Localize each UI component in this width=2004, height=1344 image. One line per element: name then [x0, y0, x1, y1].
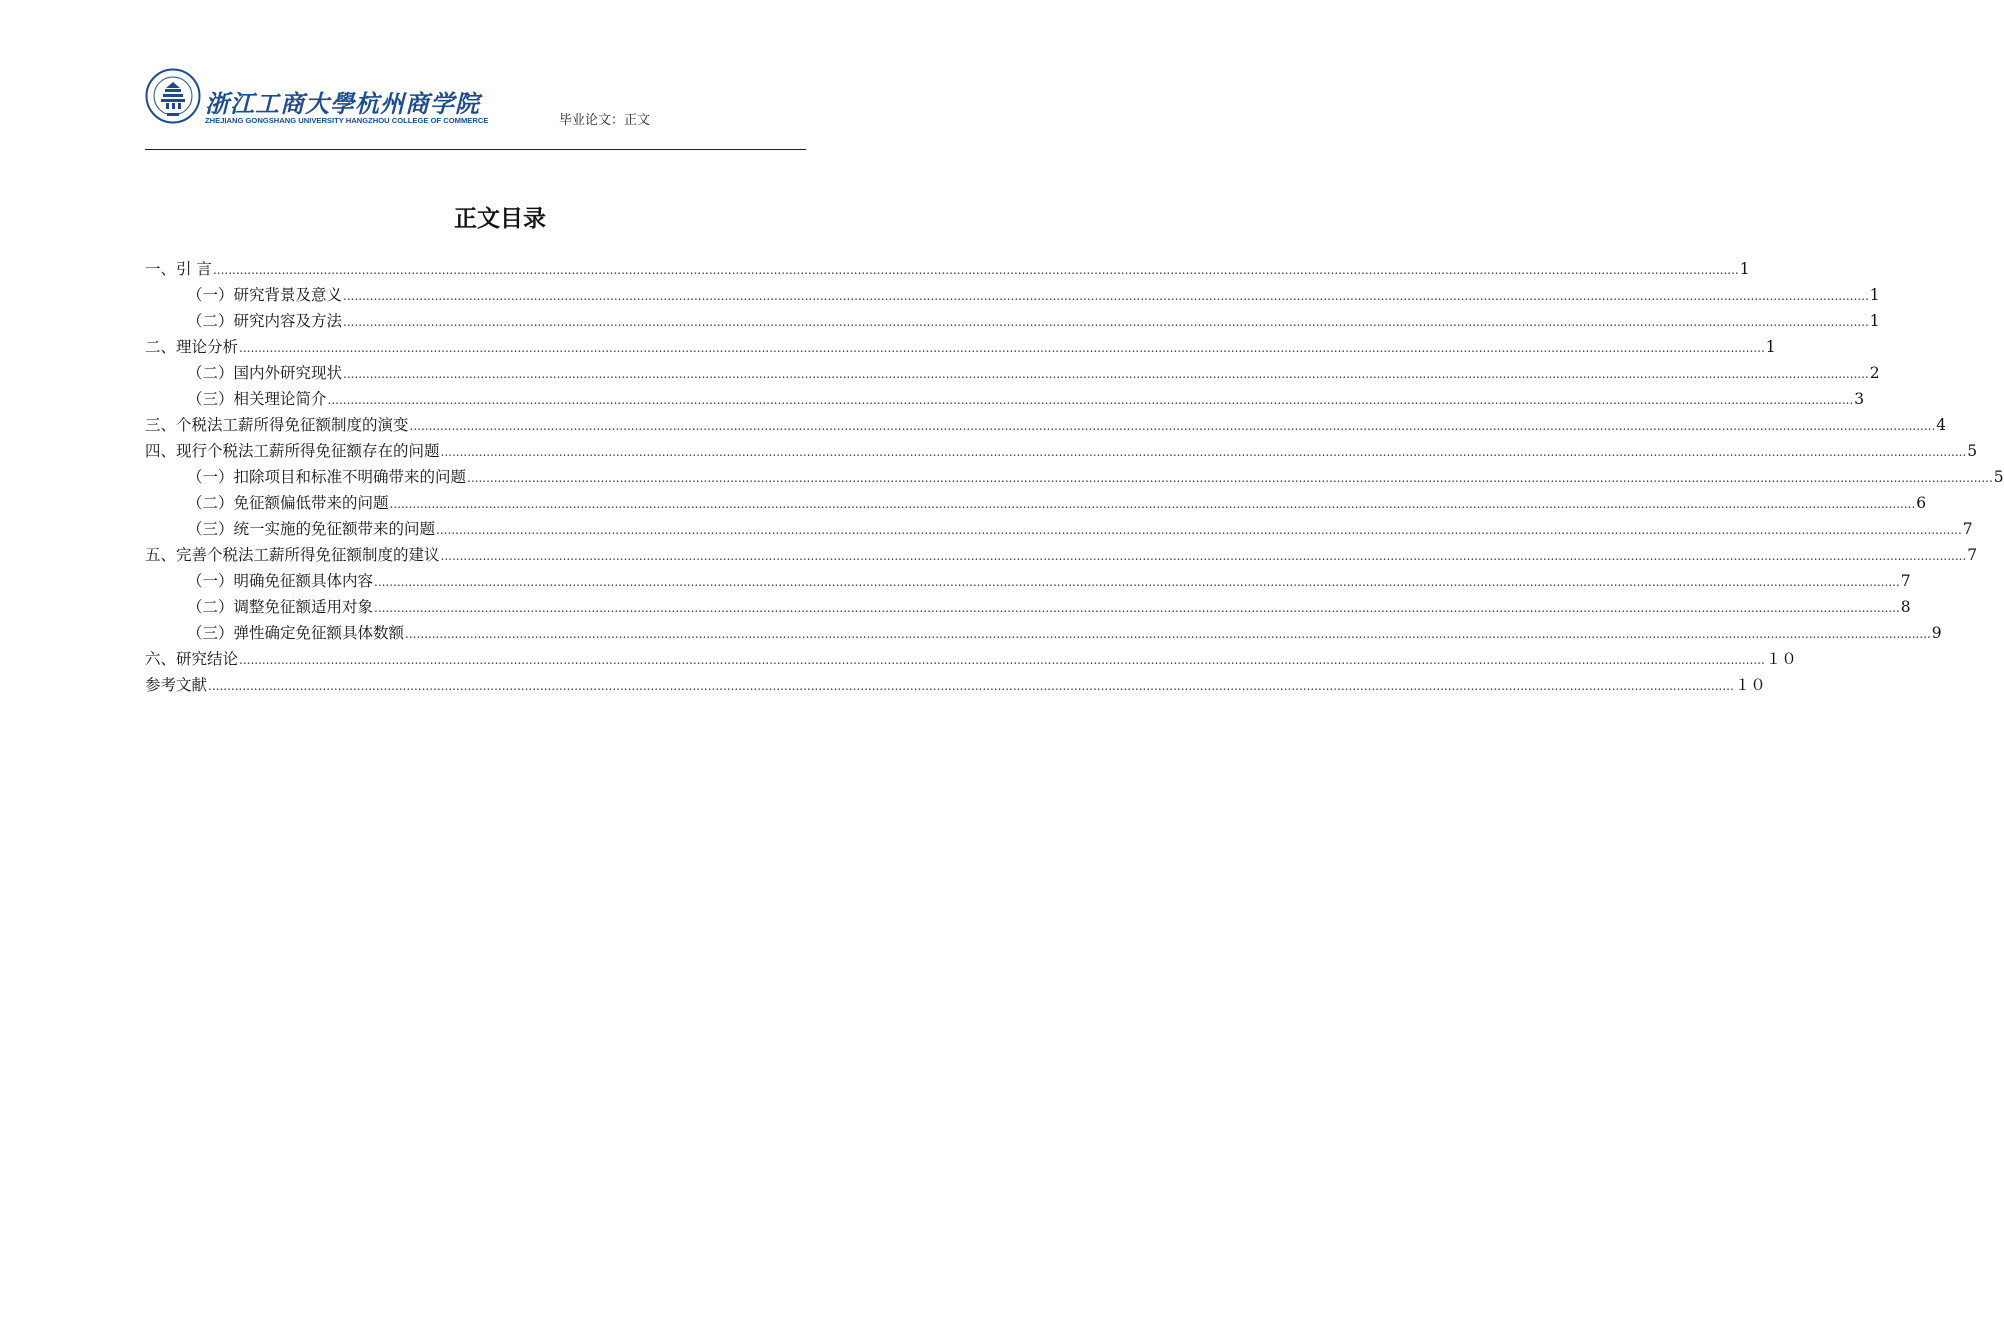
logo-english-name: ZHEJIANG GONGSHANG UNIVERSITY HANGZHOU COLLEGE OF COMMERCE	[205, 116, 489, 125]
toc-entry[interactable]	[145, 334, 1776, 360]
toc-leader-dots: ................................................................................................................................................................................................................................................................................................................................................................................................................	[239, 341, 1765, 355]
toc-entry-label: 三、个税法工薪所得免征额制度的演变	[145, 416, 409, 434]
toc-entry[interactable]	[145, 620, 1942, 646]
toc-page-number: 1	[1739, 260, 1750, 278]
toc-page-number: 6	[1916, 494, 1927, 512]
toc-page-number: 8	[1900, 598, 1911, 616]
toc-page-number: 1	[1765, 338, 1776, 356]
toc-entry[interactable]	[145, 542, 1978, 568]
toc-entry-label: （一）研究背景及意义	[187, 286, 343, 304]
toc-entry-label: （一）明确免征额具体内容	[187, 572, 374, 590]
toc-leader-dots: ................................................................................................................................................................................................................................................................................................................................................................................................................	[343, 289, 1869, 303]
university-seal-icon	[145, 68, 201, 124]
toc-leader-dots: ................................................................................................................................................................................................................................................................................................................................................................................................................	[239, 653, 1765, 667]
toc-entry[interactable]	[145, 360, 1880, 386]
toc-page-number: 7	[1967, 546, 1978, 564]
toc-leader-dots: ................................................................................................................................................................................................................................................................................................................................................................................................................	[405, 627, 1931, 641]
toc-page-number: 3	[1854, 390, 1865, 408]
toc-entry[interactable]	[145, 256, 1750, 282]
toc-page-number: 9	[1931, 624, 1942, 642]
toc-entry-label: （一）扣除项目和标准不明确带来的问题	[187, 468, 467, 486]
toc-leader-dots: ................................................................................................................................................................................................................................................................................................................................................................................................................	[208, 679, 1734, 693]
toc-entry[interactable]	[145, 568, 1911, 594]
toc-entry-label: （二）免征额偏低带来的问题	[187, 494, 389, 512]
toc-leader-dots: ................................................................................................................................................................................................................................................................................................................................................................................................................	[389, 497, 1916, 511]
table-of-contents	[145, 256, 2004, 698]
toc-page-number: 1	[1869, 286, 1880, 304]
toc-entry[interactable]	[145, 594, 1911, 620]
header-divider	[145, 149, 806, 150]
toc-entry[interactable]	[145, 412, 1947, 438]
toc-entry[interactable]	[145, 308, 1880, 334]
toc-entry[interactable]	[145, 672, 1766, 698]
page-header	[145, 62, 805, 150]
toc-entry-label: （三）弹性确定免征额具体数额	[187, 624, 405, 642]
toc-page-number: 7	[1962, 520, 1973, 538]
toc-leader-dots: ................................................................................................................................................................................................................................................................................................................................................................................................................	[440, 549, 1967, 563]
toc-entry-label: 六、研究结论	[145, 650, 239, 668]
toc-entry[interactable]	[145, 282, 1880, 308]
toc-leader-dots: ................................................................................................................................................................................................................................................................................................................................................................................................................	[343, 367, 1869, 381]
toc-entry[interactable]	[145, 646, 1797, 672]
toc-leader-dots: ................................................................................................................................................................................................................................................................................................................................................................................................................	[374, 601, 1900, 615]
toc-leader-dots: ................................................................................................................................................................................................................................................................................................................................................................................................................	[327, 393, 1854, 407]
toc-page-number: １０	[1734, 676, 1766, 694]
toc-leader-dots: ................................................................................................................................................................................................................................................................................................................................................................................................................	[440, 445, 1967, 459]
toc-entry-label: 四、现行个税法工薪所得免征额存在的问题	[145, 442, 440, 460]
toc-page-number: １０	[1765, 650, 1797, 668]
toc-page-number: 1	[1869, 312, 1880, 330]
toc-entry[interactable]	[145, 386, 1865, 412]
page-title: 正文目录	[454, 206, 546, 232]
toc-leader-dots: ................................................................................................................................................................................................................................................................................................................................................................................................................	[467, 471, 1993, 485]
toc-page-number: 2	[1869, 364, 1880, 382]
toc-entry[interactable]	[145, 464, 2004, 490]
toc-leader-dots: ................................................................................................................................................................................................................................................................................................................................................................................................................	[374, 575, 1900, 589]
toc-entry-label: （三）相关理论简介	[187, 390, 327, 408]
toc-page-number: 4	[1936, 416, 1947, 434]
logo-chinese-name: 浙江工商大學杭州商学院	[205, 90, 480, 118]
toc-entry-label: （二）研究内容及方法	[187, 312, 343, 330]
toc-entry-label: 五、完善个税法工薪所得免征额制度的建议	[145, 546, 440, 564]
toc-entry-label: 二、理论分析	[145, 338, 239, 356]
toc-entry-label: （三）统一实施的免征额带来的问题	[187, 520, 436, 538]
toc-entry[interactable]	[145, 516, 1973, 542]
toc-leader-dots: ................................................................................................................................................................................................................................................................................................................................................................................................................	[343, 315, 1869, 329]
toc-entry-label: （二）国内外研究现状	[187, 364, 343, 382]
toc-page-number: 7	[1900, 572, 1911, 590]
toc-entry[interactable]	[145, 490, 1927, 516]
toc-entry-label: （二）调整免征额适用对象	[187, 598, 374, 616]
toc-entry-label: 一、引 言	[145, 260, 212, 278]
toc-leader-dots: ................................................................................................................................................................................................................................................................................................................................................................................................................	[212, 263, 1739, 277]
toc-page-number: 5	[1993, 468, 2004, 486]
header-section-note: 毕业论文：正文	[559, 113, 651, 128]
toc-entry[interactable]	[145, 438, 1978, 464]
toc-page-number: 5	[1967, 442, 1978, 460]
toc-leader-dots: ................................................................................................................................................................................................................................................................................................................................................................................................................	[436, 523, 1962, 537]
toc-leader-dots: ................................................................................................................................................................................................................................................................................................................................................................................................................	[409, 419, 1936, 433]
toc-entry-label: 参考文献	[145, 676, 208, 694]
